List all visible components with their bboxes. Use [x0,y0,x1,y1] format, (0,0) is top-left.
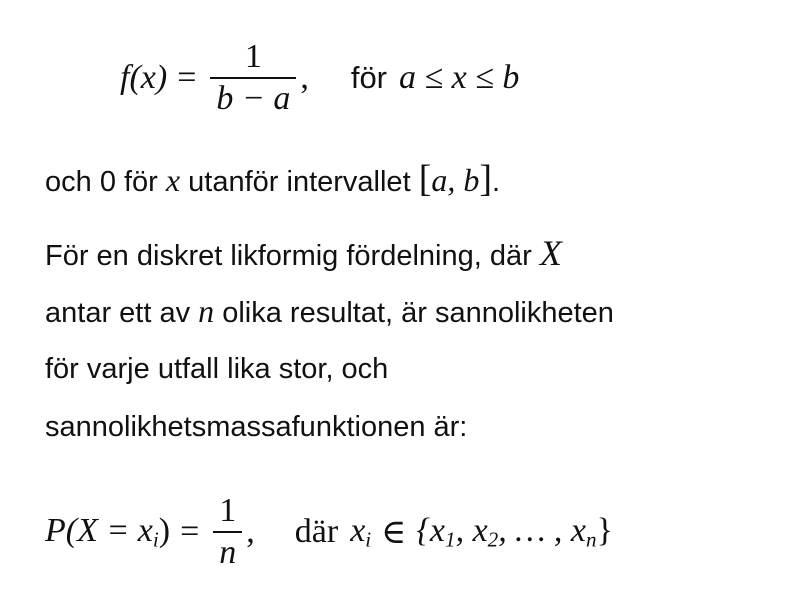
para1-interval: a, b [431,162,480,198]
formula1-fraction [210,39,296,116]
discrete-line-4: sannolikhetsmassafunktionen är: [45,411,468,443]
formula2-sep-1: , x [455,511,488,549]
formula2-sub-n: n [586,527,597,552]
formula2-set-open: {x [416,511,446,549]
para1-period: . [492,166,501,198]
formula2-comma: , [246,513,255,550]
formula1-denominator: b − a [216,80,291,117]
discrete-line-2 [45,294,614,330]
formula2-member: ∈ [381,514,407,551]
para1-text-1: och 0 för [45,166,166,198]
formula2-equals: = [180,513,200,550]
formula2-lhs-close: ) [158,511,171,549]
discrete-line-1 [45,233,562,273]
formula2-fraction [213,493,242,570]
formula2-sep-2: , … , x [498,511,587,549]
formula2-cond-var [350,512,371,552]
formula-discrete-pmf [45,482,613,582]
formula2-lhs-open: P(X = x [45,511,153,549]
para1-text-2: utanför intervallet [180,166,419,198]
para2-line1-text: För en diskret likformig fördelning, där [45,240,540,272]
formula2-numerator: 1 [219,492,237,530]
formula2-condition-word: där [294,513,339,550]
formula2-lhs-sub: i [152,527,159,552]
formula2-cond-var-sub: i [365,527,372,552]
para2-line2-b: olika resultat, är sannolikheten [214,297,614,329]
formula2-set [416,512,613,552]
formula-uniform-density [120,28,519,128]
interval-sentence [45,158,501,200]
formula2-lhs [45,512,170,552]
para2-line2-a: antar ett av [45,297,199,329]
formula1-condition: a ≤ x ≤ b [399,59,520,96]
discrete-line-3: för varje utfall lika stor, och [45,353,389,385]
para2-var-n: n [198,293,215,329]
formula1-numerator: 1 [244,38,262,76]
para2-var-X: X [539,233,562,273]
formula1-condition-word: för [350,60,388,95]
formula2-sub-1: 1 [445,527,456,552]
formula1-equals: = [177,59,197,96]
formula2-sub-2: 2 [487,527,499,552]
para1-bracket-open: [ [418,158,432,200]
formula1-comma: , [300,59,309,96]
para1-bracket-close: ] [479,158,492,200]
formula1-lhs: f(x) [120,59,168,96]
para1-var-x: x [165,162,181,198]
formula2-set-close: } [596,511,613,549]
formula2-denominator: n [219,534,237,571]
formula2-cond-var-x: x [350,511,366,549]
